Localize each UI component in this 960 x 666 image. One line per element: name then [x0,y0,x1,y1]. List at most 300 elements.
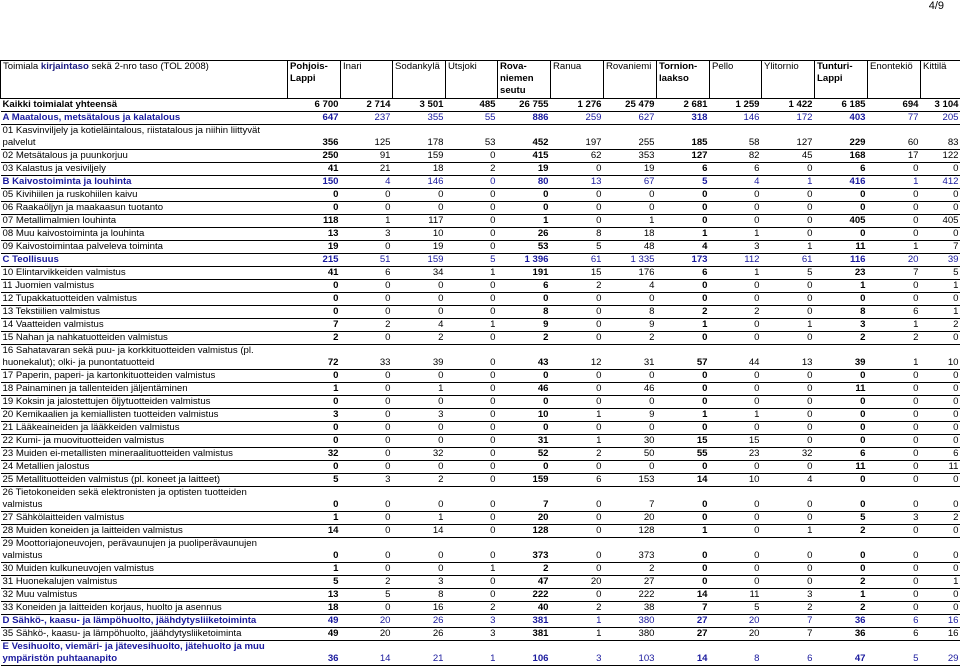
cell-value: 10 [393,228,446,241]
row-label: 03 Kalastus ja vesiviljely [1,163,288,176]
cell-value: 2 [341,576,393,589]
cell-value: 0 [551,293,604,306]
cell-value: 1 [446,267,498,280]
cell-value: 14 [288,525,341,538]
cell-value: 6 700 [288,99,341,112]
cell-value: 0 [393,202,446,215]
cell-value: 0 [657,512,710,525]
cell-value: 3 [446,615,498,628]
cell-value: 0 [551,306,604,319]
cell-value: 117 [393,215,446,228]
cell-value: 0 [921,563,960,576]
cell-value: 0 [710,383,762,396]
cell-value: 14 [657,474,710,487]
cell-value: 0 [288,538,341,563]
cell-value: 0 [868,422,921,435]
cell-value: 32 [393,448,446,461]
cell-value: 30 [604,435,657,448]
row-label: 02 Metsätalous ja puunkorjuu [1,150,288,163]
cell-value: 1 [657,319,710,332]
cell-value: 197 [551,125,604,150]
cell-value: 61 [551,254,604,267]
table-row [1,512,960,525]
column-header-utsjoki: Utsjoki [446,61,498,99]
cell-value: 1 [762,176,815,189]
cell-value: 0 [868,474,921,487]
cell-value: 50 [604,448,657,461]
row-label: 31 Huonekalujen valmistus [1,576,288,589]
cell-value: 415 [498,150,551,163]
cell-value: 6 [710,163,762,176]
cell-value: 0 [921,409,960,422]
cell-value: 0 [393,370,446,383]
cell-value: 173 [657,254,710,267]
cell-value: 45 [762,150,815,163]
row-label: 11 Juomien valmistus [1,280,288,293]
row-label: B Kaivostoiminta ja louhinta [1,176,288,189]
cell-value: 122 [921,150,960,163]
cell-value: 0 [710,370,762,383]
cell-value: 0 [762,332,815,345]
cell-value: 103 [604,641,657,666]
cell-value: 150 [288,176,341,189]
cell-value: 1 [551,615,604,628]
cell-value: 356 [288,125,341,150]
cell-value: 2 [604,563,657,576]
cell-value: 0 [393,280,446,293]
cell-value: 0 [815,370,868,383]
cell-value: 1 [710,267,762,280]
cell-value: 0 [868,448,921,461]
cell-value: 3 [341,474,393,487]
cell-value: 0 [393,563,446,576]
cell-value: 6 185 [815,99,868,112]
row-label: 22 Kumi- ja muovituotteiden valmistus [1,435,288,448]
cell-value: 0 [762,435,815,448]
cell-value: 0 [446,487,498,512]
cell-value: 31 [604,345,657,370]
table-row [1,487,960,512]
cell-value: 4 [762,474,815,487]
cell-value: 191 [498,267,551,280]
cell-value: 1 259 [710,99,762,112]
cell-value: 0 [551,589,604,602]
cell-value: 0 [762,538,815,563]
cell-value: 0 [446,589,498,602]
row-label: 25 Metallituotteiden valmistus (pl. koneet ja laitteet) [1,474,288,487]
cell-value: 3 [551,641,604,666]
row-label: 24 Metallien jalostus [1,461,288,474]
cell-value: 16 [393,602,446,615]
row-label: E Vesihuolto, viemäri- ja jätevesihuolto, jätehuolto ja muu ympäristön puhtaanapito [1,641,288,666]
cell-value: 353 [604,150,657,163]
cell-value: 10 [498,409,551,422]
cell-value: 0 [341,332,393,345]
cell-value: 0 [341,512,393,525]
cell-value: 0 [710,512,762,525]
table-row [1,189,960,202]
cell-value: 0 [762,306,815,319]
cell-value: 0 [288,461,341,474]
row-label: 35 Sähkö-, kaasu- ja lämpöhuolto, jäähdytysliiketoiminta [1,628,288,641]
cell-value: 5 [921,267,960,280]
cell-value: 0 [551,538,604,563]
cell-value: 1 [657,409,710,422]
cell-value: 6 [921,448,960,461]
cell-value: 0 [446,383,498,396]
column-header-pohjois-lappi: Pohjois-Lappi [288,61,341,99]
cell-value: 0 [762,512,815,525]
cell-value: 1 [551,435,604,448]
cell-value: 0 [868,280,921,293]
table-row [1,538,960,563]
column-header-rovaniemen-seutu: Rova-niemen seutu [498,61,551,99]
cell-value: 0 [921,228,960,241]
cell-value: 0 [921,293,960,306]
cell-value: 47 [498,576,551,589]
cell-value: 11 [710,589,762,602]
row-label: 23 Muiden ei-metallisten mineraalituotteiden valmistus [1,448,288,461]
cell-value: 215 [288,254,341,267]
cell-value: 6 [868,628,921,641]
cell-value: 0 [710,487,762,512]
cell-value: 0 [551,332,604,345]
cell-value: 0 [710,538,762,563]
row-label: D Sähkö-, kaasu- ja lämpöhuolto, jäähdytysliiketoiminta [1,615,288,628]
table-row [1,345,960,370]
cell-value: 0 [551,461,604,474]
table-row [1,409,960,422]
cell-value: 2 [921,319,960,332]
cell-value: 82 [710,150,762,163]
cell-value: 380 [604,615,657,628]
cell-value: 405 [815,215,868,228]
cell-value: 60 [868,125,921,150]
cell-value: 0 [551,189,604,202]
section-row [1,641,960,666]
cell-value: 237 [341,112,393,125]
cell-value: 39 [815,345,868,370]
cell-value: 176 [604,267,657,280]
cell-value: 1 [393,512,446,525]
row-label: 26 Tietokoneiden sekä elektronisten ja optisten tuotteiden valmistus [1,487,288,512]
cell-value: 0 [868,435,921,448]
cell-value: 0 [657,332,710,345]
cell-value: 3 [288,409,341,422]
table-row [1,228,960,241]
cell-value: 0 [657,422,710,435]
cell-value: 39 [393,345,446,370]
cell-value: 0 [446,370,498,383]
cell-value: 0 [921,383,960,396]
cell-value: 0 [921,202,960,215]
cell-value: 20 [341,628,393,641]
cell-value: 11 [921,461,960,474]
table-row [1,628,960,641]
row-label: 19 Koksin ja jalostettujen öljytuotteiden valmistus [1,396,288,409]
cell-value: 14 [657,641,710,666]
section-row [1,254,960,267]
cell-value: 7 [868,267,921,280]
cell-value: 11 [815,383,868,396]
cell-value: 2 [498,563,551,576]
cell-value: 20 [498,512,551,525]
cell-value: 0 [921,589,960,602]
cell-value: 128 [604,525,657,538]
cell-value: 159 [393,150,446,163]
cell-value: 0 [868,487,921,512]
cell-value: 416 [815,176,868,189]
cell-value: 0 [604,461,657,474]
column-header-tornionlaakso: Tornion-laakso [657,61,710,99]
cell-value: 1 [921,306,960,319]
cell-value: 373 [498,538,551,563]
cell-value: 0 [710,396,762,409]
cell-value: 18 [393,163,446,176]
cell-value: 19 [393,241,446,254]
cell-value: 46 [498,383,551,396]
cell-value: 0 [341,487,393,512]
cell-value: 1 276 [551,99,604,112]
table-row [1,370,960,383]
cell-value: 15 [551,267,604,280]
table-row [1,241,960,254]
cell-value: 2 [341,319,393,332]
cell-value: 222 [498,589,551,602]
cell-value: 5 [710,602,762,615]
cell-value: 0 [762,280,815,293]
cell-value: 0 [868,589,921,602]
cell-value: 67 [604,176,657,189]
cell-value: 0 [762,422,815,435]
cell-value: 3 [393,576,446,589]
cell-value: 2 [815,332,868,345]
cell-value: 0 [762,202,815,215]
cell-value: 47 [815,641,868,666]
cell-value: 2 [604,332,657,345]
cell-value: 380 [604,628,657,641]
cell-value: 0 [446,538,498,563]
cell-value: 6 [341,267,393,280]
cell-value: 2 [762,602,815,615]
cell-value: 8 [498,306,551,319]
cell-value: 0 [710,576,762,589]
table-row [1,383,960,396]
column-header-pello: Pello [710,61,762,99]
cell-value: 19 [498,163,551,176]
cell-value: 5 [551,241,604,254]
cell-value: 0 [288,293,341,306]
cell-value: 0 [551,163,604,176]
cell-value: 5 [815,512,868,525]
cell-value: 72 [288,345,341,370]
cell-value: 0 [815,435,868,448]
row-label: 06 Raakaöljyn ja maakaasun tuotanto [1,202,288,215]
cell-value: 0 [921,332,960,345]
cell-value: 5 [341,589,393,602]
cell-value: 403 [815,112,868,125]
cell-value: 3 [868,512,921,525]
cell-value: 0 [762,383,815,396]
cell-value: 3 [446,628,498,641]
cell-value: 8 [815,306,868,319]
cell-value: 1 [288,563,341,576]
row-label: 28 Muiden koneiden ja laitteiden valmistus [1,525,288,538]
cell-value: 0 [815,563,868,576]
cell-value: 8 [551,228,604,241]
cell-value: 91 [341,150,393,163]
cell-value: 355 [393,112,446,125]
cell-value: 26 [393,615,446,628]
cell-value: 12 [551,345,604,370]
cell-value: 0 [341,538,393,563]
cell-value: 36 [288,641,341,666]
cell-value: 0 [921,474,960,487]
column-header-sodankyla: Sodankylä [393,61,446,99]
cell-value: 0 [551,370,604,383]
cell-value: 1 [868,176,921,189]
cell-value: 21 [393,641,446,666]
cell-value: 0 [446,396,498,409]
cell-value: 0 [288,370,341,383]
cell-value: 43 [498,345,551,370]
cell-value: 20 [551,576,604,589]
cell-value: 31 [498,435,551,448]
cell-value: 0 [657,202,710,215]
cell-value: 3 104 [921,99,960,112]
cell-value: 0 [341,383,393,396]
cell-value: 48 [604,241,657,254]
section-row [1,615,960,628]
cell-value: 0 [393,396,446,409]
cell-value: 16 [921,628,960,641]
cell-value: 452 [498,125,551,150]
cell-value: 0 [657,461,710,474]
cell-value: 18 [604,228,657,241]
row-label: 09 Kaivostoimintaa palveleva toiminta [1,241,288,254]
cell-value: 0 [498,370,551,383]
cell-value: 0 [288,422,341,435]
cell-value: 57 [657,345,710,370]
cell-value: 83 [921,125,960,150]
cell-value: 1 [498,215,551,228]
cell-value: 3 [762,589,815,602]
cell-value: 0 [710,332,762,345]
cell-value: 8 [604,306,657,319]
cell-value: 11 [815,241,868,254]
cell-value: 4 [657,241,710,254]
cell-value: 2 [551,602,604,615]
cell-value: 20 [710,628,762,641]
cell-value: 20 [341,615,393,628]
cell-value: 3 [710,241,762,254]
cell-value: 146 [710,112,762,125]
cell-value: 0 [762,396,815,409]
cell-value: 11 [815,461,868,474]
cell-value: 1 [446,319,498,332]
cell-value: 27 [657,628,710,641]
cell-value: 0 [446,474,498,487]
cell-value: 0 [762,576,815,589]
cell-value: 153 [604,474,657,487]
cell-value: 0 [921,163,960,176]
cell-value: 0 [551,215,604,228]
cell-value: 0 [341,602,393,615]
cell-value: 0 [868,409,921,422]
cell-value: 0 [446,176,498,189]
cell-value: 55 [657,448,710,461]
cell-value: 0 [762,370,815,383]
cell-value: 5 [657,176,710,189]
cell-value: 0 [551,396,604,409]
cell-value: 250 [288,150,341,163]
cell-value: 0 [393,538,446,563]
column-header-ylitornio: Ylitornio [762,61,815,99]
cell-value: 0 [762,409,815,422]
cell-value: 0 [710,563,762,576]
cell-value: 127 [762,125,815,150]
cell-value: 0 [815,409,868,422]
cell-value: 0 [341,448,393,461]
cell-value: 0 [393,487,446,512]
cell-value: 0 [921,435,960,448]
cell-value: 2 714 [341,99,393,112]
cell-value: 6 [868,306,921,319]
cell-value: 0 [657,189,710,202]
cell-value: 0 [393,422,446,435]
cell-value: 6 [498,280,551,293]
cell-value: 2 [657,306,710,319]
cell-value: 0 [341,306,393,319]
table-row [1,602,960,615]
cell-value: 41 [288,163,341,176]
cell-value: 51 [341,254,393,267]
cell-value: 32 [288,448,341,461]
cell-value: 0 [446,512,498,525]
cell-value: 0 [341,189,393,202]
cell-value: 627 [604,112,657,125]
cell-value: 13 [551,176,604,189]
cell-value: 61 [762,254,815,267]
cell-value: 0 [710,461,762,474]
cell-value: 1 [446,641,498,666]
cell-value: 0 [710,293,762,306]
cell-value: 0 [710,280,762,293]
cell-value: 0 [446,150,498,163]
cell-value: 39 [921,254,960,267]
cell-value: 26 755 [498,99,551,112]
cell-value: 0 [446,215,498,228]
cell-value: 0 [921,422,960,435]
cell-value: 49 [288,615,341,628]
cell-value: 0 [498,189,551,202]
cell-value: 2 681 [657,99,710,112]
cell-value: 1 [288,512,341,525]
cell-value: 0 [868,370,921,383]
cell-value: 0 [446,280,498,293]
cell-value: 0 [921,525,960,538]
cell-value: 6 [868,615,921,628]
cell-value: 6 [551,474,604,487]
cell-value: 62 [551,150,604,163]
table-row [1,202,960,215]
cell-value: 0 [868,538,921,563]
cell-value: 0 [551,202,604,215]
cell-value: 77 [868,112,921,125]
column-header-inari: Inari [341,61,393,99]
row-label: 29 Moottoriajoneuvojen, perävaunujen ja puoliperävaunujen valmistus [1,538,288,563]
cell-value: 6 [815,448,868,461]
